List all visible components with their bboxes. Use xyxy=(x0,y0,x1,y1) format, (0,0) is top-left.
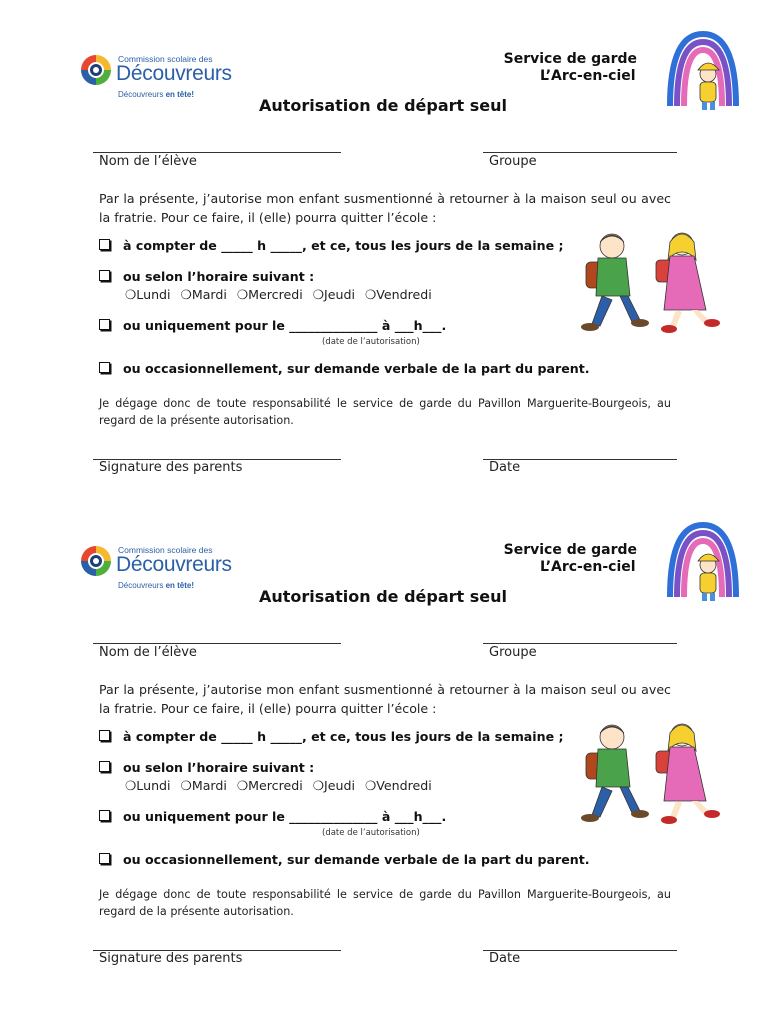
intro-paragraph: Par la présente, j’autorise mon enfant susmentionné à retourner à la maison seul ou avec la fratrie. Pour ce faire, il (elle) pourra quitter l’école : xyxy=(99,191,671,225)
option-schedule: ou selon l’horaire suivant : xyxy=(99,269,314,284)
student-name-line[interactable] xyxy=(93,152,341,153)
authorization-form-2 xyxy=(0,491,770,982)
children-walking-illustration xyxy=(572,226,722,338)
release-paragraph: Je dégage donc de toute responsabilité le service de garde du Pavillon Marguerite-Bourgeois, au regard de la présente autorisation. xyxy=(99,397,671,427)
logo-tagline: Découvreurs en tête! xyxy=(118,581,195,590)
form-title: Autorisation de départ seul xyxy=(259,96,507,115)
option-schedule: ou selon l’horaire suivant : xyxy=(99,760,314,775)
date-note: (date de l’autorisation) xyxy=(322,828,420,838)
day-option-thursday[interactable]: ❍Jeudi xyxy=(312,778,355,793)
day-option-monday[interactable]: ❍Lundi xyxy=(125,778,171,793)
student-name-line[interactable] xyxy=(93,643,341,644)
logo-org-small: Commission scolaire des xyxy=(118,545,213,555)
day-option-wednesday[interactable]: ❍Mercredi xyxy=(236,778,303,793)
date-note: (date de l’autorisation) xyxy=(322,337,420,347)
student-name-label: Nom de l’élève xyxy=(99,154,197,169)
logo-org-name: Découvreurs xyxy=(116,553,232,576)
form-title: Autorisation de départ seul xyxy=(259,587,507,606)
service-name: Service de garde xyxy=(503,542,637,558)
option-daily: à compter de _____ h _____, et ce, tous les jours de la semaine ; xyxy=(99,729,564,744)
logo-swirl-icon xyxy=(78,52,114,88)
checkbox-daily[interactable] xyxy=(99,730,110,741)
date-label: Date xyxy=(489,951,521,966)
checkbox-schedule[interactable] xyxy=(99,761,110,772)
group-label: Groupe xyxy=(489,154,537,169)
day-option-wednesday[interactable]: ❍Mercredi xyxy=(236,287,303,302)
authorization-form-1 xyxy=(0,0,770,491)
checkbox-daily[interactable] xyxy=(99,239,110,250)
option-occasional: ou occasionnellement, sur demande verbale de la part du parent. xyxy=(99,361,590,376)
day-option-monday[interactable]: ❍Lundi xyxy=(125,287,171,302)
logo-swirl-icon xyxy=(78,543,114,579)
checkbox-occasional[interactable] xyxy=(99,362,110,373)
weekday-options xyxy=(125,287,442,302)
student-name-label: Nom de l’élève xyxy=(99,645,197,660)
group-label: Groupe xyxy=(489,645,537,660)
signature-label: Signature des parents xyxy=(99,951,243,966)
day-option-tuesday[interactable]: ❍Mardi xyxy=(180,778,227,793)
service-subname: L’Arc-en-ciel xyxy=(540,68,636,84)
checkbox-single-date[interactable] xyxy=(99,810,110,821)
option-single-date: ou uniquement pour le ______________ à ___h___. xyxy=(99,318,446,333)
service-name: Service de garde xyxy=(503,51,637,67)
day-option-tuesday[interactable]: ❍Mardi xyxy=(180,287,227,302)
checkbox-schedule[interactable] xyxy=(99,270,110,281)
group-line[interactable] xyxy=(483,152,677,153)
option-daily: à compter de _____ h _____, et ce, tous les jours de la semaine ; xyxy=(99,238,564,253)
intro-paragraph: Par la présente, j’autorise mon enfant susmentionné à retourner à la maison seul ou avec la fratrie. Pour ce faire, il (elle) pourra quitter l’école : xyxy=(99,682,671,716)
group-line[interactable] xyxy=(483,643,677,644)
option-single-date: ou uniquement pour le ______________ à ___h___. xyxy=(99,809,446,824)
day-option-thursday[interactable]: ❍Jeudi xyxy=(312,287,355,302)
date-label: Date xyxy=(489,460,521,475)
children-walking-illustration xyxy=(572,717,722,829)
logo-org-name: Découvreurs xyxy=(116,62,232,85)
release-paragraph: Je dégage donc de toute responsabilité le service de garde du Pavillon Marguerite-Bourgeois, au regard de la présente autorisation. xyxy=(99,888,671,918)
signature-label: Signature des parents xyxy=(99,460,243,475)
option-occasional: ou occasionnellement, sur demande verbale de la part du parent. xyxy=(99,852,590,867)
day-option-friday[interactable]: ❍Vendredi xyxy=(364,287,432,302)
service-subname: L’Arc-en-ciel xyxy=(540,559,636,575)
logo-org-small: Commission scolaire des xyxy=(118,54,213,64)
weekday-options xyxy=(125,778,442,793)
checkbox-occasional[interactable] xyxy=(99,853,110,864)
checkbox-single-date[interactable] xyxy=(99,319,110,330)
day-option-friday[interactable]: ❍Vendredi xyxy=(364,778,432,793)
logo-tagline: Découvreurs en tête! xyxy=(118,90,195,99)
